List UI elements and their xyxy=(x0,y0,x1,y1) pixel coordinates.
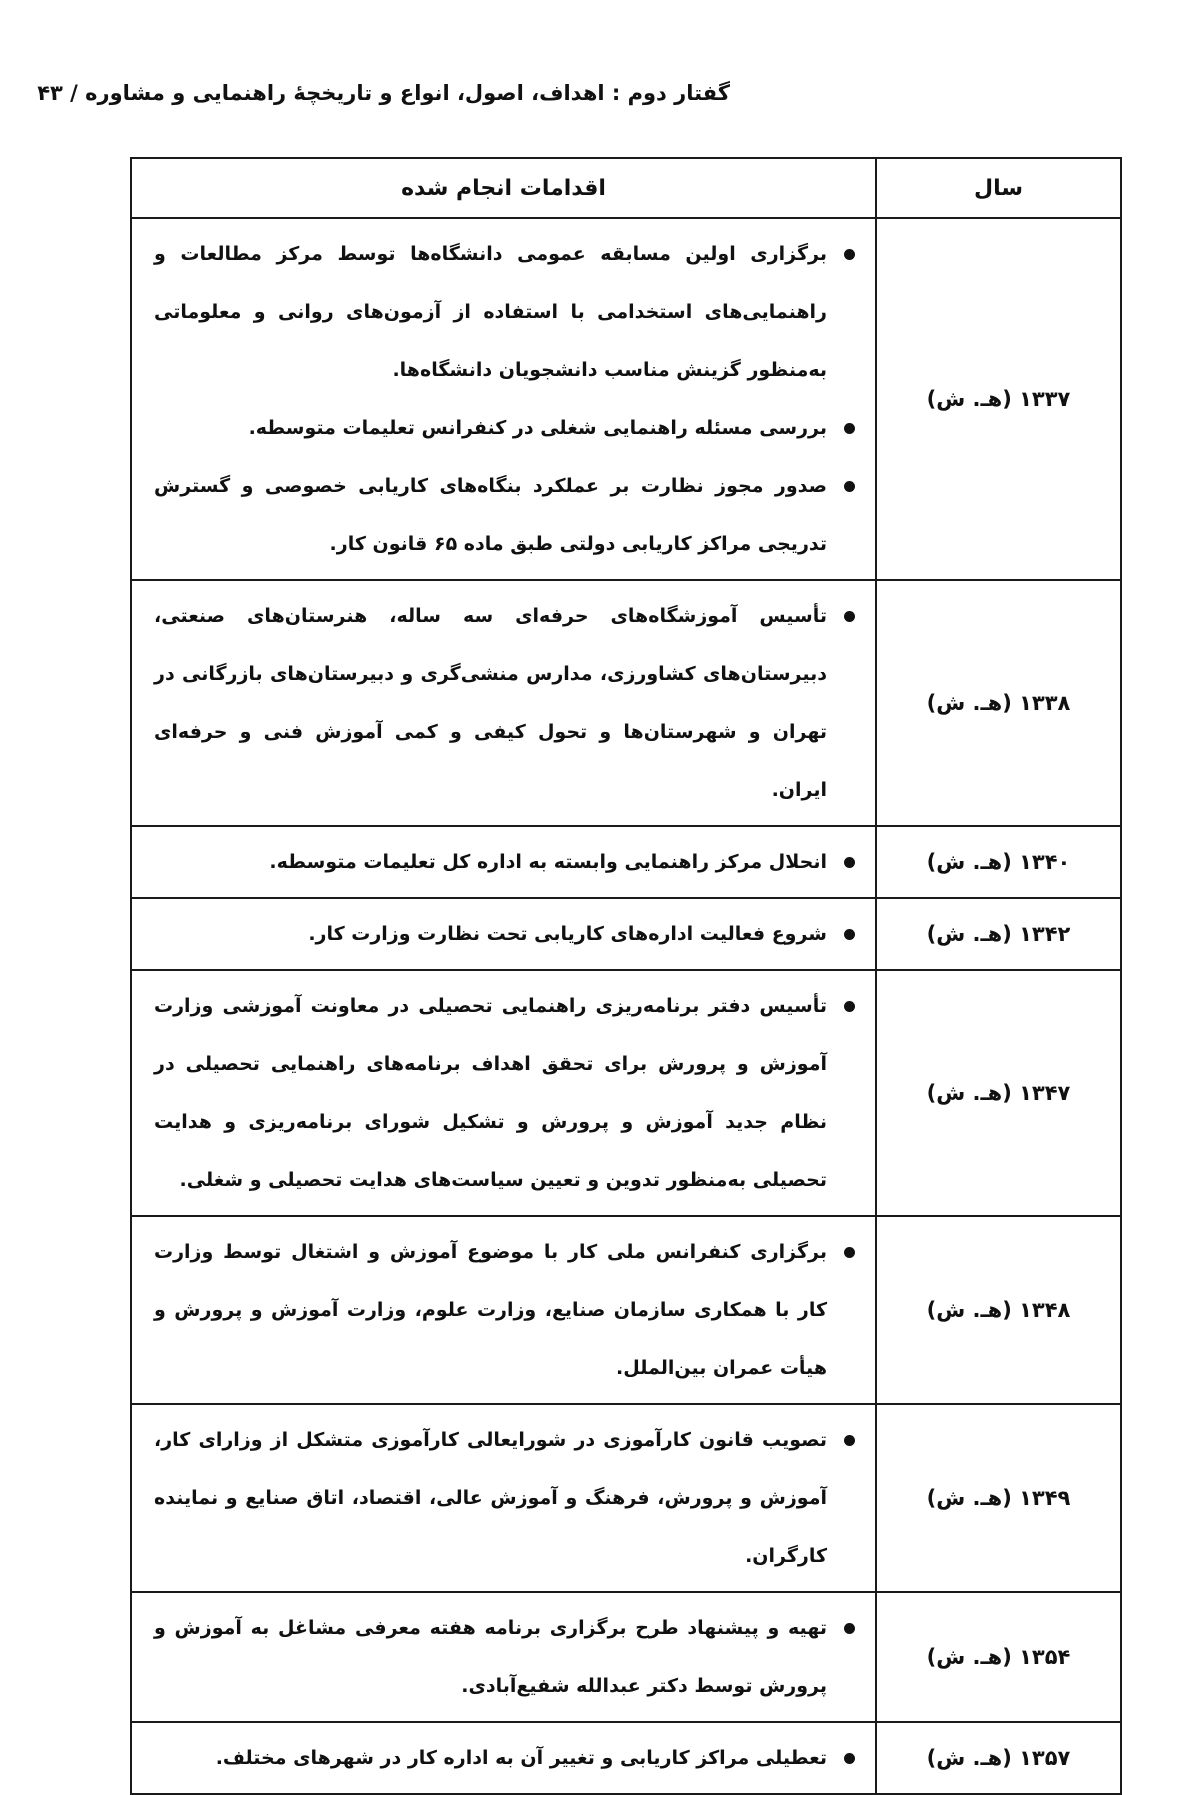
actions-cell xyxy=(131,580,876,826)
table-row xyxy=(131,1404,1121,1592)
table-row xyxy=(131,1722,1121,1794)
actions-column-header: اقدامات انجام شده xyxy=(131,158,876,218)
bullet-icon xyxy=(844,1435,855,1446)
bullet-icon xyxy=(844,1247,855,1258)
table-row xyxy=(131,1216,1121,1404)
list-item: برگزاری کنفرانس ملی کار با موضوع آموزش و اشتغال توسط وزارت کار با همکاری سازمان صنایع، وزارت علوم، وزارت آموزش و پرورش و هیأت عمران بین‌الملل. xyxy=(154,1223,861,1397)
year-cell: ۱۳۴۹ (هـ. ش) xyxy=(876,1404,1121,1592)
actions-cell xyxy=(131,898,876,970)
list-item: تصویب قانون کارآموزی در شورایعالی کارآموزی متشکل از وزارای کار، آموزش و پرورش، فرهنگ و آموزش عالی، اقتصاد، اتاق صنایع و نماینده کارگران. xyxy=(154,1411,861,1585)
bullet-icon xyxy=(844,611,855,622)
actions-cell xyxy=(131,1592,876,1722)
year-cell: ۱۳۴۸ (هـ. ش) xyxy=(876,1216,1121,1404)
bullet-icon xyxy=(844,1753,855,1764)
year-column-header: سال xyxy=(876,158,1121,218)
actions-cell xyxy=(131,970,876,1216)
list-item: تعطیلی مراکز کاریابی و تغییر آن به اداره کار در شهرهای مختلف. xyxy=(154,1729,861,1787)
table-row xyxy=(131,898,1121,970)
year-cell: ۱۳۴۲ (هـ. ش) xyxy=(876,898,1121,970)
year-cell: ۱۳۳۸ (هـ. ش) xyxy=(876,580,1121,826)
list-item: تأسیس دفتر برنامه‌ریزی راهنمایی تحصیلی در معاونت آموزشی وزارت آموزش و پرورش برای تحقق اهداف برنامه‌های راهنمایی تحصیلی در نظام جدید آموزش و پرورش و تشکیل شورای برنامه‌ریزی و هدایت تحصیلی به‌منظور تدوین و تعیین سیاست‌های هدایت تحصیلی و شغلی. xyxy=(154,977,861,1209)
bullet-icon xyxy=(844,481,855,492)
table-row xyxy=(131,1592,1121,1722)
running-head: گفتار دوم : اهداف، اصول، انواع و تاریخچهٔ راهنمایی و مشاوره / ۴۳ xyxy=(37,81,730,105)
list-item: تهیه و پیشنهاد طرح برگزاری برنامه هفته معرفی مشاغل به آموزش و پرورش توسط دکتر عبدالله شفیع‌آبادی. xyxy=(154,1599,861,1715)
bullet-icon xyxy=(844,1001,855,1012)
list-item: شروع فعالیت اداره‌های کاریابی تحت نظارت وزارت کار. xyxy=(154,905,861,963)
bullet-icon xyxy=(844,929,855,940)
actions-cell xyxy=(131,826,876,898)
year-cell: ۱۳۴۰ (هـ. ش) xyxy=(876,826,1121,898)
table-row xyxy=(131,970,1121,1216)
actions-cell xyxy=(131,1722,876,1794)
table-row xyxy=(131,580,1121,826)
actions-cell xyxy=(131,218,876,580)
list-item: صدور مجوز نظارت بر عملکرد بنگاه‌های کاریابی خصوصی و گسترش تدریجی مراکز کاریابی دولتی طبق ماده ۶۵ قانون کار. xyxy=(154,457,861,573)
list-item: برگزاری اولین مسابقه عمومی دانشگاه‌ها توسط مرکز مطالعات و راهنمایی‌های استخدامی با استفاده از آزمون‌های روانی و معلوماتی به‌منظور گزینش مناسب دانشجویان دانشگاه‌ها. xyxy=(154,225,861,399)
list-item: تأسیس آموزشگاه‌های حرفه‌ای سه ساله، هنرستان‌های صنعتی، دبیرستان‌های کشاورزی، مدارس منشی‌گری و دبیرستان‌های بازرگانی در تهران و شهرستان‌ها و تحول کیفی و کمی آموزش فنی و حرفه‌ای ایران. xyxy=(154,587,861,819)
actions-cell xyxy=(131,1216,876,1404)
actions-cell xyxy=(131,1404,876,1592)
table-header-row xyxy=(131,158,1121,218)
year-cell: ۱۳۳۷ (هـ. ش) xyxy=(876,218,1121,580)
list-item: بررسی مسئله راهنمایی شغلی در کنفرانس تعلیمات متوسطه. xyxy=(154,399,861,457)
bullet-icon xyxy=(844,423,855,434)
year-cell: ۱۳۵۷ (هـ. ش) xyxy=(876,1722,1121,1794)
table-row xyxy=(131,218,1121,580)
year-cell: ۱۳۴۷ (هـ. ش) xyxy=(876,970,1121,1216)
bullet-icon xyxy=(844,249,855,260)
year-cell: ۱۳۵۴ (هـ. ش) xyxy=(876,1592,1121,1722)
list-item: انحلال مرکز راهنمایی وابسته به اداره کل تعلیمات متوسطه. xyxy=(154,833,861,891)
bullet-icon xyxy=(844,1623,855,1634)
table-row xyxy=(131,826,1121,898)
bullet-icon xyxy=(844,857,855,868)
history-table xyxy=(130,157,1122,1795)
